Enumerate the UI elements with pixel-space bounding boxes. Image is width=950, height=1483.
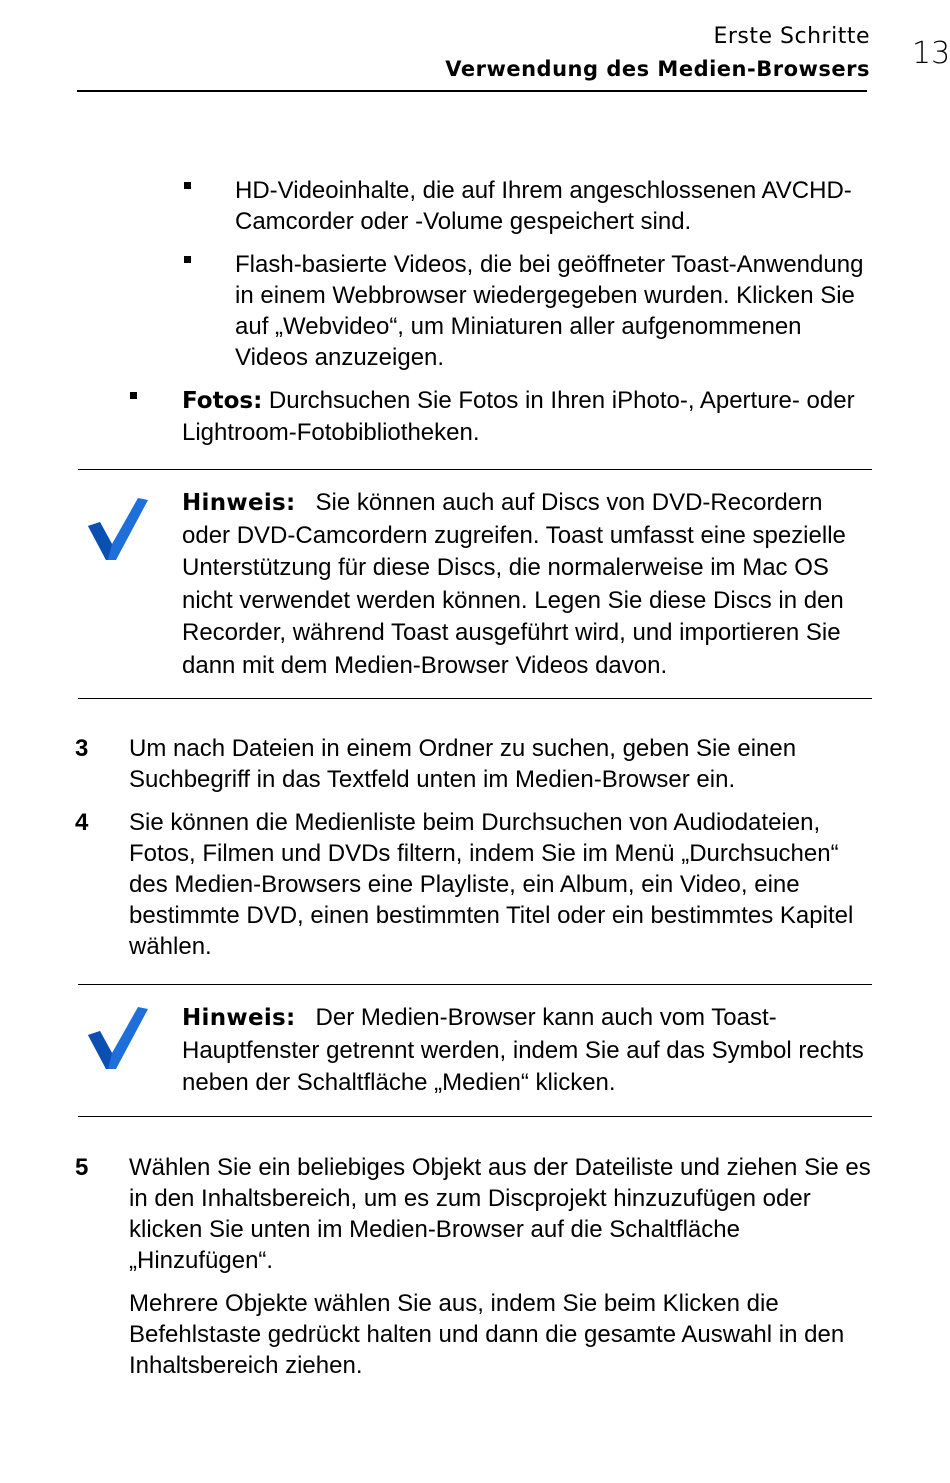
bullet-marker (184, 256, 191, 263)
photos-text: Durchsuchen Sie Fotos in Ihren iPhoto-, Aperture- oder Lightroom-Fotobibliotheken. (182, 387, 855, 446)
step-number: 5 (75, 1154, 89, 1181)
note-bottom-rule (78, 698, 872, 699)
step-text: Um nach Dateien in einem Ordner zu suchen, geben Sie einen Suchbegriff in das Textfeld unten im Medien-Browser ein. (129, 735, 797, 793)
note-label: Hinweis: (182, 1005, 296, 1031)
photos-lead: Fotos: (182, 388, 263, 414)
bullet-marker (130, 392, 137, 399)
step-text: Wählen Sie ein beliebiges Objekt aus der Dateiliste und ziehen Sie es in den Inhaltsbereich, um es zum Discprojekt hinzuzufügen oder klicken Sie unten im Medien-Browser auf die Schaltfläche „Hinzufügen“. (129, 1154, 871, 1274)
section-title: Verwendung des Medien-Browsers (445, 57, 870, 81)
note-top-rule (78, 984, 872, 985)
checkmark-icon (86, 1005, 150, 1071)
checkmark-icon (86, 496, 150, 562)
note-body: Sie können auch auf Discs von DVD-Recordern oder DVD-Camcordern zugreifen. Toast umfasst eine spezielle Unterstützung für diese Discs, die normalerweise im Mac OS nicht verwendet werden können. Legen Sie diese Discs in den Recorder, während Toast ausgeführt wird, und importieren Sie dann mit dem Medien-Browser Videos davon. (182, 489, 846, 679)
sub-bullet-item: Flash-basierte Videos, die bei geöffneter Toast-Anwendung in einem Webbrowser wiedergegeben wurden. Klicken Sie auf „Webvideo“, um Miniaturen aller aufgenommenen Videos anzuzeigen. (235, 251, 864, 371)
page-number: 13 (912, 36, 950, 71)
note-text-block (182, 487, 872, 682)
photos-bullet-item (182, 385, 872, 448)
step-number: 3 (75, 735, 89, 762)
note-text-block (182, 1002, 872, 1100)
note-body: Der Medien-Browser kann auch vom Toast-Hauptfenster getrennt werden, indem Sie auf das Symbol rechts neben der Schaltfläche „Medien“ klicken. (182, 1004, 864, 1096)
sub-bullet-item: HD-Videoinhalte, die auf Ihrem angeschlossenen AVCHD-Camcorder oder -Volume gespeichert sind. (235, 177, 852, 235)
chapter-title: Erste Schritte (713, 24, 870, 49)
bullet-marker (184, 182, 191, 189)
note-bottom-rule (78, 1116, 872, 1117)
header-rule (77, 90, 867, 92)
note-label: Hinweis: (182, 490, 296, 516)
step-number: 4 (75, 809, 89, 836)
step-followup-text: Mehrere Objekte wählen Sie aus, indem Sie beim Klicken die Befehlstaste gedrückt halten und dann die gesamte Auswahl in den Inhaltsbereich ziehen. (129, 1290, 845, 1379)
step-text: Sie können die Medienliste beim Durchsuchen von Audiodateien, Fotos, Filmen und DVDs filtern, indem Sie im Menü „Durchsuchen“ des Medien-Browsers eine Playliste, ein Album, ein Video, eine bestimmte DVD, einen bestimmten Titel oder ein bestimmtes Kapitel wählen. (129, 809, 854, 960)
note-top-rule (78, 469, 872, 470)
